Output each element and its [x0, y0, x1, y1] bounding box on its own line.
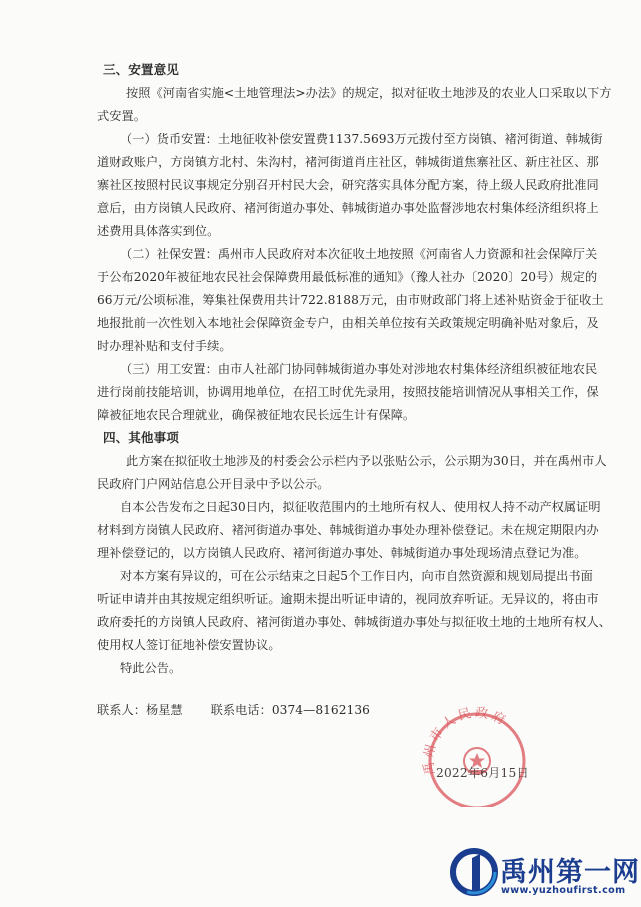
issue-date: 2022年6月15日 [436, 766, 529, 780]
paragraph-line: 政府委托的方岗镇人民政府、褚河街道办事处、韩城街道办事处与拟征收土地的土地所有权人、 [97, 615, 611, 629]
paragraph-line: 寨社区按照村民议事规定分别召开村民大会，研究落实具体分配方案，待上级人民政府批准同 [97, 178, 599, 192]
watermark-url: www.yuzhoufirst.com [501, 885, 626, 896]
official-seal-stamp [418, 703, 536, 807]
watermark-title: 禹州第一网 [500, 857, 640, 888]
paragraph-line: 意后，由方岗镇人民政府、褚河街道办事处、韩城街道办事处监督涉地农村集体经济组织将上 [97, 201, 599, 215]
paragraph-line: 听证申请并由其按规定组织听证。逾期未提出听证申请的，视同放弃听证。无异议的，将由市 [97, 592, 599, 606]
paragraph-line: 于公布2020年被征地农民社会保障费用最低标准的通知》（豫人社办〔2020〕20号）规定的 [97, 270, 598, 284]
paragraph-line: 66万元/公顷标准，筹集社保费用共计722.8188万元，由市财政部门将上述补贴资金于征收土 [97, 293, 604, 307]
paragraph-line: 进行岗前技能培训，协调用地单位，在招工时优先录用，按照技能培训情况从事相关工作，保 [97, 385, 599, 399]
paragraph-line: 述费用具体落实到位。 [97, 224, 220, 238]
logo-icon [453, 851, 495, 893]
contact-person-label: 联系人： [97, 703, 146, 717]
paragraph-line: （二）社保安置：禹州市人民政府对本次征收土地按照《河南省人力资源和社会保障厅关 [120, 247, 598, 261]
paragraph-line: 对本方案有异议的，可在公示结束之日起5个工作日内，向市自然资源和规划局提出书面 [120, 569, 593, 583]
paragraph-line: 按照《河南省实施<土地管理法>办法》的规定，拟对征收土地涉及的农业人口采取以下方 [126, 86, 612, 100]
paragraph-line: 地报批前一次性划入本地社会保障资金专户，由相关单位按有关政策规定明确补贴对象后，及 [97, 316, 599, 330]
paragraph-line: 民政府门户网站信息公开目录中予以公示。 [97, 477, 330, 491]
paragraph-line: 式安置。 [97, 109, 146, 123]
paragraph-line: 自本公告发布之日起30日内，拟征收范围内的土地所有权人、使用权人持不动产权属证明 [120, 500, 601, 514]
paragraph-line: 障被征地农民合理就业，确保被征地农民长远生计有保障。 [97, 408, 416, 422]
paragraph-line: 时办理补贴和支付手续。 [97, 339, 232, 353]
paragraph-line: 材料到方岗镇人民政府、褚河街道办事处、韩城街道办事处办理补偿登记。未在规定期限内办 [97, 523, 599, 537]
contact-phone-label: 联系电话： [210, 703, 272, 717]
contact-line [97, 703, 370, 717]
paragraph-line: （一）货币安置：土地征收补偿安置费1137.5693万元拨付至方岗镇、褚河街道、韩城街 [120, 132, 603, 146]
contact-phone: 0374—8162136 [271, 703, 370, 717]
seal-text: 禹州市人民政府 [421, 705, 511, 776]
paragraph-line: 道财政账户，方岗镇方北村、朱沟村，褚河街道肖庄社区，韩城街道焦寨社区、新庄社区、那 [97, 155, 599, 169]
paragraph-line: （三）用工安置：由市人社部门协同韩城街道办事处对涉地农村集体经济组织被征地农民 [120, 362, 598, 376]
section-heading-placement: 三、安置意见 [103, 62, 179, 77]
paragraph-line: 此方案在拟征收土地涉及的村委会公示栏内予以张贴公示，公示期为30日，并在禹州市人 [126, 454, 607, 468]
paragraph-line: 理补偿登记的，以方岗镇人民政府、褚河街道办事处、韩城街道办事处现场清点登记为准。 [97, 546, 587, 560]
contact-person: 杨星慧 [145, 703, 183, 717]
section-heading-other: 四、其他事项 [103, 430, 179, 445]
paragraph-line: 使用权人签订征地补偿安置协议。 [97, 638, 281, 652]
closing-line: 特此公告。 [120, 661, 182, 675]
